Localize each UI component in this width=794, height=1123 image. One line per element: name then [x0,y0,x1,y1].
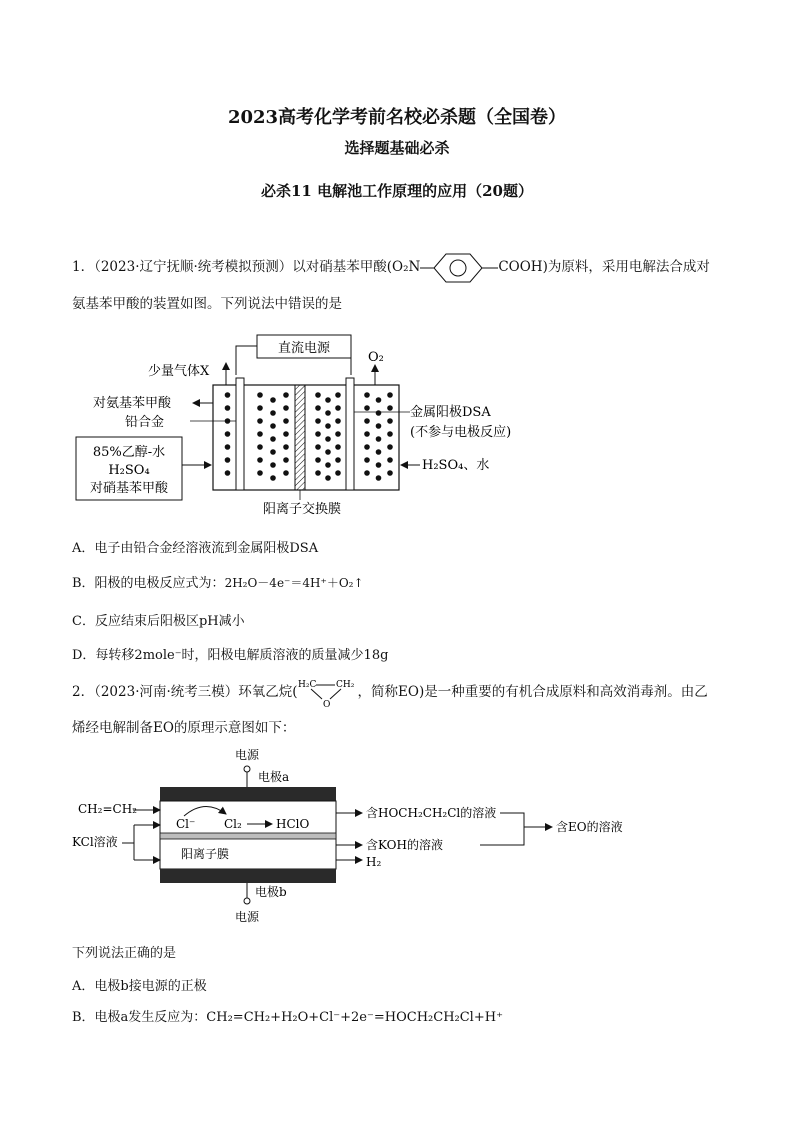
electrolyte-dot [257,470,263,476]
electrolyte-dot [270,449,276,455]
electrolyte-dot [315,392,321,398]
q2-question: 下列说法正确的是 [72,946,177,961]
electrolyte-dot [376,436,382,442]
q2-option-a[interactable]: A．电极b接电源的正极 [72,979,207,994]
electrolyte-dot [283,392,289,398]
electrolyte-dot [335,418,341,424]
electrolyte-dot [257,392,263,398]
q2-cl-ion-label: Cl⁻ [176,817,196,831]
electrolyte-dot [283,444,289,450]
electrolyte-dot [283,418,289,424]
q1-lead-alloy-electrode [236,378,244,490]
electrolyte-dot [315,457,321,463]
q1-feed-3: 对硝基苯甲酸 [89,481,169,496]
q2-eo-label: 含EO的溶液 [556,820,623,834]
q2-intro-c: 烯经电解制备EO的原理示意图如下： [72,720,296,736]
electrolyte-dot [257,444,263,450]
q1-acid-in-label: H₂SO₄、水 [422,458,490,473]
electrolyte-dot [270,475,276,481]
electrolyte-dot [335,405,341,411]
benzene-ring-icon [420,251,498,285]
q2-ring-c1: H₂C [297,679,316,690]
electrolyte-dot [283,470,289,476]
q2-electrode-b-label: 电极b [255,885,287,899]
q1-o2-label: O₂ [368,350,384,365]
q1-option-a[interactable]: A．电子由铅合金经溶液流到金属阳极DSA [72,541,319,556]
electrolyte-dot [315,470,321,476]
q2-cation-membrane [160,833,336,839]
q1-option-b-prefix: B．阳极的电极反应式为： [72,576,225,591]
electrolyte-dot [387,392,393,398]
electrolyte-dot [315,444,321,450]
q2-intro-b: ，简称EO)是一种重要的有机合成原料和高效消毒剂。由乙 [357,684,708,700]
electrolyte-dot [376,475,382,481]
q2-ethylene-label: CH₂=CH₂ [78,802,137,816]
q1-option-c[interactable]: C．反应结束后阳极区pH减小 [72,614,245,629]
q1-option-b[interactable] [72,572,364,591]
q2-kcl-label: KCl溶液 [72,835,118,849]
electrolyte-dot [364,444,370,450]
electrolyte-dot [225,392,231,398]
electrolyte-dot [387,470,393,476]
electrolyte-dot [283,431,289,437]
q1-anode-label-1: 金属阳极DSA [410,405,491,420]
ethylene-oxide-ring-icon [298,678,358,708]
electrolyte-dot [387,444,393,450]
q1-feed-2: H₂SO₄ [108,463,150,478]
q1-formula-left: O₂N [392,259,421,275]
q2-electrolysis-figure [0,740,794,930]
electrolyte-dot [257,405,263,411]
q2-electrode-a [160,787,336,801]
electrolyte-dot [270,436,276,442]
q2-membrane-label: 阳离子膜 [181,847,230,861]
electrolyte-dot [270,423,276,429]
electrolyte-dot [257,457,263,463]
q1-dsa-electrode [346,378,354,490]
electrolyte-dot [225,457,231,463]
q1-electrolysis-figure [0,325,794,525]
electrolyte-dot [387,405,393,411]
electrolyte-dot [283,405,289,411]
q1-lead-alloy-label: 铅合金 [125,415,165,430]
q1-option-d[interactable]: D．每转移2mole⁻时，阳极电解质溶液的质量减少18g [72,648,389,663]
electrolyte-dot [325,462,331,468]
q2-hclo-label: HClO [276,817,310,831]
q1-anode-label-2: (不参与电极反应) [410,425,512,440]
electrolyte-dot [376,397,382,403]
q1-cation-membrane [295,385,305,490]
electrolyte-dot [270,397,276,403]
electrolyte-dot [325,397,331,403]
electrolyte-dot [387,418,393,424]
electrolyte-dot [257,418,263,424]
electrolyte-dot [376,423,382,429]
page-title: 2023高考化学考前名校必杀题（全国卷） [227,107,567,128]
electrolyte-dot [364,457,370,463]
q1-gas-x-label: 少量气体X [148,364,210,379]
q2-electrode-a-label: 电极a [258,770,290,784]
q1-product-label: 对氨基苯甲酸 [93,396,172,411]
electrolyte-dot [225,431,231,437]
electrolyte-dot [364,405,370,411]
electrolyte-dot [364,470,370,476]
electrolyte-dot [270,462,276,468]
q1-intro-c: 氨基苯甲酸的装置如图。下列说法中错误的是 [72,296,342,312]
electrolyte-dot [283,457,289,463]
electrolyte-dot [325,436,331,442]
electrolyte-dot [225,405,231,411]
q2-ring-o: O [322,699,330,708]
electrolyte-dot [364,431,370,437]
q2-intro-line1 [72,679,708,708]
q2-ring-c2: CH₂ [335,679,354,690]
q1-power-label: 直流电源 [277,341,331,356]
electrolyte-dot [376,410,382,416]
section-heading: 必杀11 电解池工作原理的应用（20题） [261,182,533,200]
q2-option-b[interactable]: B．电极a发生反应为：CH₂=CH₂+H₂O+Cl⁻+2e⁻=HOCH₂CH₂Cl+H⁺ [72,1010,503,1025]
q2-power-top-label: 电源 [234,748,260,762]
q1-option-b-equation: 2H₂O－4e⁻＝4H⁺＋O₂↑ [224,576,364,590]
electrolyte-dot [315,405,321,411]
q2-electrode-b [160,869,336,883]
electrolyte-dot [364,392,370,398]
electrolyte-dot [315,418,321,424]
q1-intro-b: )为原料，采用电解法合成对 [542,259,710,275]
electrolyte-dot [335,392,341,398]
page-subtitle: 选择题基础必杀 [344,139,450,157]
electrolyte-dot [270,410,276,416]
electrolyte-dot [376,449,382,455]
electrolyte-dot [225,444,231,450]
electrolyte-dot [225,470,231,476]
q2-intro-a: 2．（2023·河南·统考三模）环氧乙烷( [72,684,298,700]
electrolyte-dot [387,457,393,463]
q2-out-2-label: 含KOH的溶液 [366,838,443,852]
q2-out-1-label: 含HOCH₂CH₂Cl的溶液 [366,806,497,820]
q1-intro-line1 [72,255,710,275]
electrolyte-dot [335,457,341,463]
electrolyte-dot [325,410,331,416]
electrolyte-dot [387,431,393,437]
q1-formula-right: COOH [498,259,543,275]
q2-out-3-label: H₂ [366,855,382,869]
electrolyte-dot [364,418,370,424]
q2-cl2-label: Cl₂ [224,817,242,831]
electrolyte-dot [376,462,382,468]
electrolyte-dot [315,431,321,437]
electrolyte-dot [335,470,341,476]
q1-intro-a: 1．（2023·辽宁抚顺·统考模拟预测）以对硝基苯甲酸( [72,259,393,275]
q1-feed-1: 85%乙醇-水 [92,445,166,460]
q2-power-bottom-label: 电源 [234,910,260,924]
electrolyte-dot [335,431,341,437]
q1-membrane-label: 阳离子交换膜 [262,502,342,517]
electrolyte-dot [325,423,331,429]
electrolyte-dot [257,431,263,437]
electrolyte-dot [335,444,341,450]
electrolyte-dot [325,475,331,481]
electrolyte-dot [325,449,331,455]
